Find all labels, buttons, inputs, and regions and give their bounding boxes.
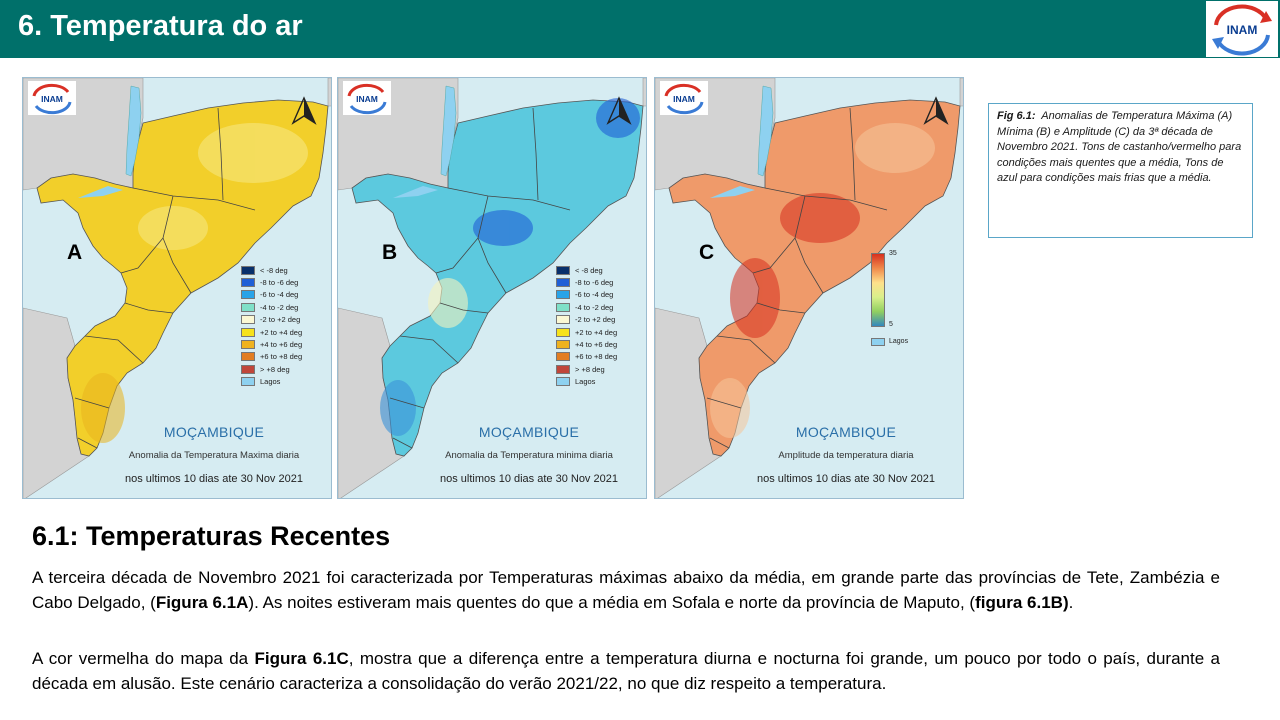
map-panel-a xyxy=(22,77,332,499)
p1-figure-ref-b: figura 6.1B) xyxy=(975,592,1069,612)
legend-swatch xyxy=(556,303,570,312)
lake-swatch xyxy=(871,338,885,346)
paragraph-2 xyxy=(32,647,1220,696)
legend-swatch xyxy=(556,340,570,349)
legend-swatch xyxy=(241,328,255,337)
legend-label: +2 to +4 deg xyxy=(260,327,303,337)
p1-text-a: A terceira década de Novembro 2021 foi caracterizada por Temperaturas máximas abaixo da média, em grande parte das províncias de Tete, Zambézia e Cabo Delgado, ( xyxy=(32,568,1220,612)
map-country-label: MOÇAMBIQUE xyxy=(163,424,265,440)
map-subtitle: Anomalia da Temperatura minima diaria xyxy=(445,450,613,461)
legend-item xyxy=(241,363,302,375)
north-arrow-icon xyxy=(923,96,949,126)
legend-swatch xyxy=(241,290,255,299)
legend-label: -2 to +2 deg xyxy=(575,315,616,325)
p1-text-c: . xyxy=(1068,592,1074,612)
north-arrow-icon xyxy=(291,96,317,126)
header-logo-text: INAM xyxy=(1226,23,1258,37)
legend-item xyxy=(241,351,302,363)
legend-label: -2 to +2 deg xyxy=(260,315,301,325)
p1-figure-ref-a: Figura 6.1A xyxy=(155,592,249,612)
legend-a xyxy=(241,264,302,388)
legend-item xyxy=(241,338,302,350)
legend-swatch xyxy=(556,315,570,324)
legend-label: +6 to +8 deg xyxy=(575,352,618,362)
panel-c-logo-text: INAM xyxy=(673,94,695,104)
legend-swatch xyxy=(241,278,255,287)
section-title: 6.1: Temperaturas Recentes xyxy=(32,521,391,551)
colorbar-max-label: 35 xyxy=(889,250,897,257)
legend-item xyxy=(241,314,302,326)
map-panel-c xyxy=(654,77,964,499)
legend-label: Lagos xyxy=(575,377,596,387)
map-period: nos ultimos 10 dias ate 30 Nov 2021 xyxy=(757,473,935,485)
figure-caption xyxy=(988,103,1253,238)
legend-swatch xyxy=(241,352,255,361)
map-country-label: MOÇAMBIQUE xyxy=(478,424,580,440)
caption-text: Anomalias de Temperatura Máxima (A) Mínima (B) e Amplitude (C) da 3ª década de Novembro 2021. Tons de castanho/vermelho para condições mais quentes que a média, Tons de azul para condições mais frias que a média. xyxy=(997,110,1242,184)
panel-a-logo-text: INAM xyxy=(41,94,63,104)
legend-label: +4 to +6 deg xyxy=(575,340,618,350)
header-bar xyxy=(0,0,1280,58)
legend-swatch xyxy=(556,266,570,275)
legend-label: -4 to -2 deg xyxy=(260,302,299,312)
legend-item xyxy=(241,264,302,276)
panel-letter: C xyxy=(699,241,715,264)
legend-label: Lagos xyxy=(260,377,281,387)
panel-letter: B xyxy=(382,241,398,264)
legend-item xyxy=(556,351,617,363)
legend-label: +4 to +6 deg xyxy=(260,340,303,350)
paragraph-1 xyxy=(32,566,1220,615)
legend-label: +6 to +8 deg xyxy=(260,352,303,362)
legend-swatch xyxy=(556,377,570,386)
map-subtitle: Amplitude da temperatura diaria xyxy=(778,450,914,461)
p2-text-a: A cor vermelha do mapa da xyxy=(32,649,255,668)
legend-swatch xyxy=(241,365,255,374)
legend-swatch xyxy=(556,278,570,287)
legend-item xyxy=(556,363,617,375)
inam-logo xyxy=(1206,1,1278,57)
legend-label: < -8 deg xyxy=(260,265,288,275)
legend-item xyxy=(556,338,617,350)
legend-item xyxy=(556,276,617,288)
legend-label: -6 to -4 deg xyxy=(260,290,299,300)
legend-item xyxy=(241,301,302,313)
legend-label: -8 to -6 deg xyxy=(260,278,299,288)
legend-label: < -8 deg xyxy=(575,265,603,275)
legend-swatch xyxy=(241,266,255,275)
colorbar xyxy=(871,253,885,327)
panel-b-logo xyxy=(343,81,391,115)
legend-item xyxy=(556,289,617,301)
map-country-label: MOÇAMBIQUE xyxy=(795,424,897,440)
legend-item xyxy=(556,264,617,276)
p2-figure-ref: Figura 6.1C xyxy=(254,649,349,668)
map-subtitle: Anomalia da Temperatura Maxima diaria xyxy=(128,450,300,461)
legend-item xyxy=(241,326,302,338)
legend-swatch xyxy=(556,352,570,361)
legend-label: -4 to -2 deg xyxy=(575,302,614,312)
panel-a-logo xyxy=(28,81,76,115)
legend-swatch xyxy=(556,328,570,337)
north-arrow-icon xyxy=(606,96,632,126)
map-period: nos ultimos 10 dias ate 30 Nov 2021 xyxy=(125,473,303,485)
legend-swatch xyxy=(556,290,570,299)
legend-label: > +8 deg xyxy=(260,364,290,374)
page-title: 6. Temperatura do ar xyxy=(18,10,303,42)
p1-text-b: ). As noites estiveram mais quentes do que a média em Sofala e norte da província de Maputo, ( xyxy=(248,592,976,612)
lake-label: Lagos xyxy=(889,338,909,345)
legend-item xyxy=(556,314,617,326)
legend-swatch xyxy=(556,365,570,374)
legend-label: > +8 deg xyxy=(575,364,605,374)
legend-label: -8 to -6 deg xyxy=(575,278,614,288)
panel-b-logo-text: INAM xyxy=(356,94,378,104)
legend-item xyxy=(556,301,617,313)
p2-text-b: , mostra que a diferença entre a temperatura diurna e nocturna foi grande, um pouco por todo o país, durante a década em alusão. Este cenário caracteriza a consolidação do verão 2021/22, no que diz respeito a temperatura. xyxy=(32,649,1220,693)
legend-swatch xyxy=(241,303,255,312)
legend-swatch xyxy=(241,340,255,349)
legend-item xyxy=(241,376,302,388)
legend-b xyxy=(556,264,617,388)
legend-item xyxy=(241,276,302,288)
panel-c-logo xyxy=(660,81,708,115)
map-period: nos ultimos 10 dias ate 30 Nov 2021 xyxy=(440,473,618,485)
colorbar-min-label: 5 xyxy=(889,321,893,328)
legend-item xyxy=(556,376,617,388)
legend-swatch xyxy=(241,315,255,324)
map-panel-b xyxy=(337,77,647,499)
legend-item xyxy=(556,326,617,338)
legend-label: -6 to -4 deg xyxy=(575,290,614,300)
panel-letter: A xyxy=(67,241,83,264)
caption-fig-label: Fig 6.1: xyxy=(997,110,1036,122)
legend-label: +2 to +4 deg xyxy=(575,327,618,337)
legend-swatch xyxy=(241,377,255,386)
legend-item xyxy=(241,289,302,301)
